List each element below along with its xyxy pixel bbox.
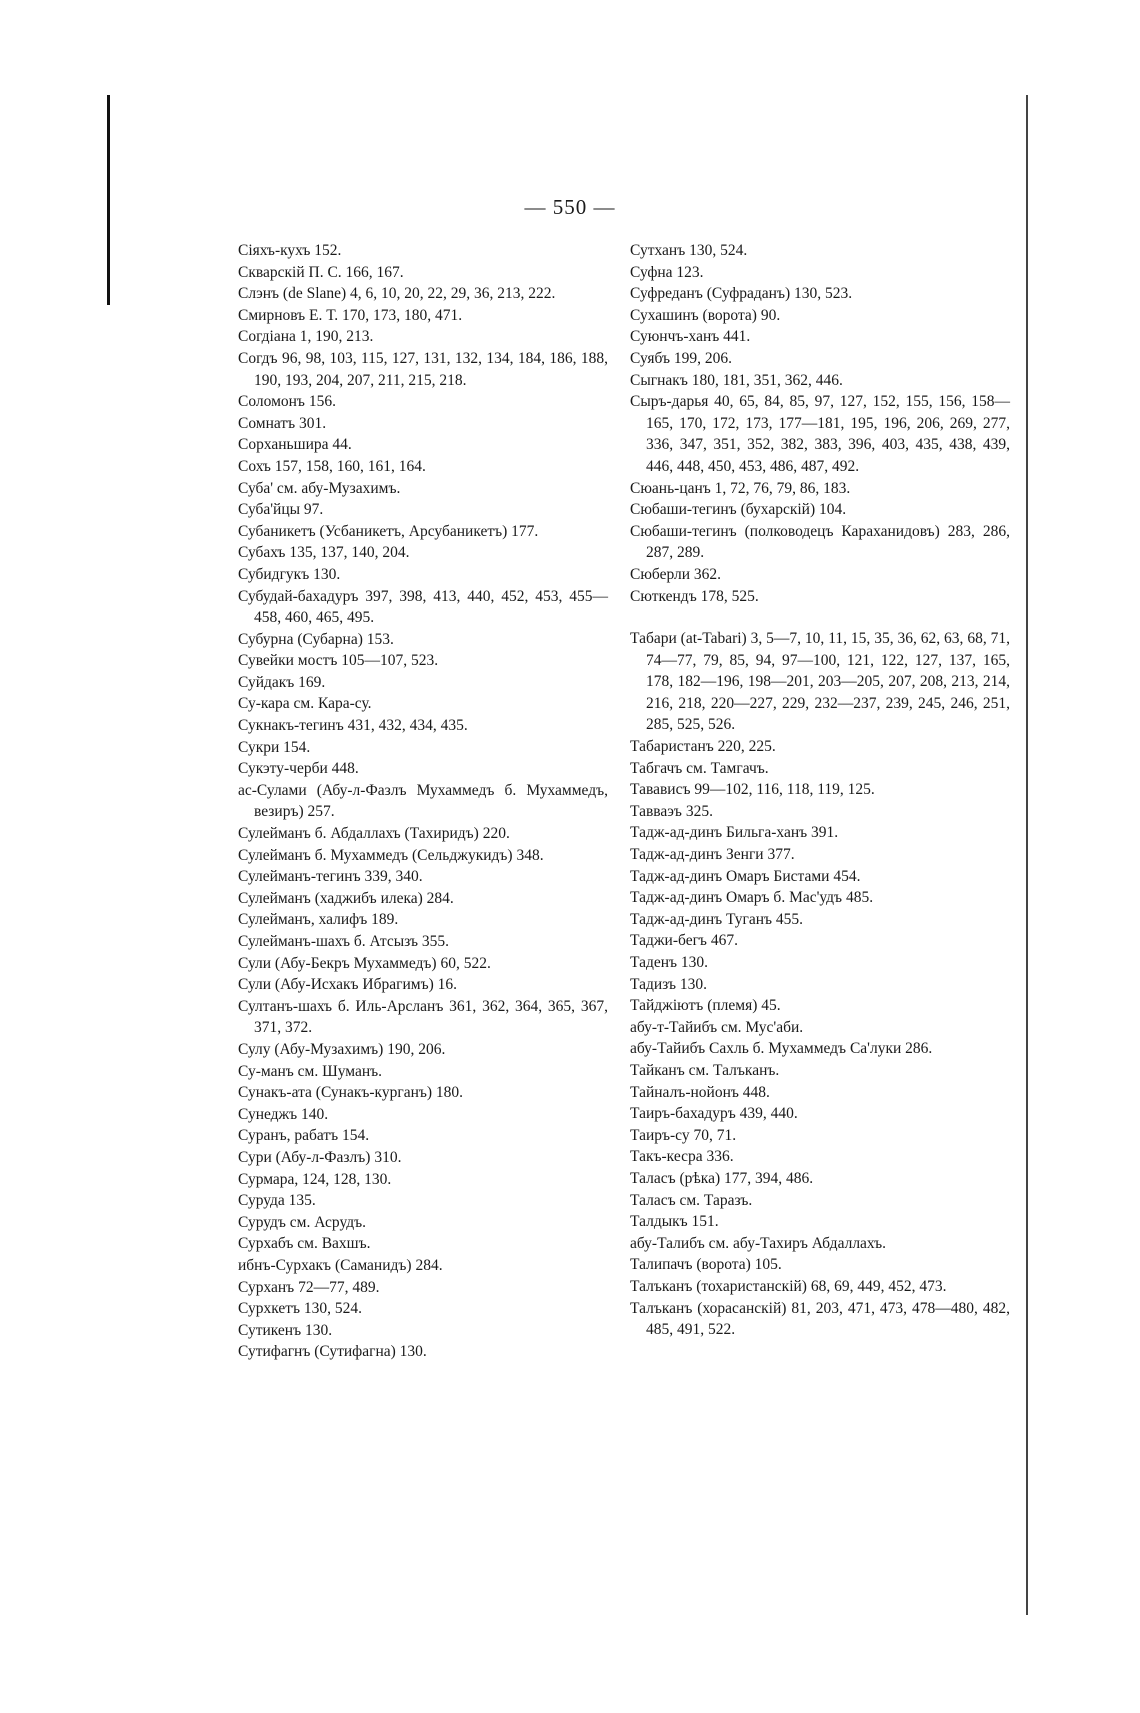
index-entry: Тадж-ад-динъ Бильга-ханъ 391. [630,824,839,842]
index-entry: Сыгнакъ 180, 181, 351, 362, 446. [630,371,843,389]
index-group-s [630,240,1010,607]
index-entry: Сулейманъ, халифъ 189. [238,911,399,929]
index-entry: Тайканъ см. Талъканъ. [630,1061,780,1079]
index-entry: Суябъ 199, 206. [630,349,732,367]
index-entry: Сюбаши-тегинъ (полководецъ Караханидовъ) 283, 286, 287, 289. [630,522,1010,562]
index-entry: Сыръ-дарья 40, 65, 84, 85, 97, 127, 152, 155, 156, 158—165, 170, 172, 173, 177—181, 195, 196, 206, 269, 277, 336, 347, 351, 352, 382, 383, 396, 403, 435, 438, 439, 446, 448, 450, 453, 486, 487, 492. [630,393,1010,475]
index-entry: Тадж-ад-динъ Омаръ Бистами 454. [630,867,861,885]
index-group-t [630,628,1010,1341]
index-entry: Сутифагнъ (Сутифагна) 130. [238,1343,427,1361]
index-entry: Субудай-бахадуръ 397, 398, 413, 440, 452, 453, 455—458, 460, 465, 495. [238,587,608,627]
index-entry: Сулейманъ б. Мухаммедъ (Сельджукидъ) 348. [238,846,544,864]
index-entry: Суба' см. абу-Музахимъ. [238,479,401,497]
index-entry: Тайджіютъ (племя) 45. [630,997,781,1015]
index-entry: Сукэту-черби 448. [238,760,359,778]
index-entry: Сурхабъ см. Вахшъ. [238,1235,371,1253]
index-entry: Сукри 154. [238,738,311,756]
index-entry: Табгачъ см. Тамгачъ. [630,759,769,777]
page-edge-right [1026,95,1028,1615]
index-entry: Суйдакъ 169. [238,673,326,691]
index-entry: Сухашинъ (ворота) 90. [630,306,781,324]
index-entry: Сюань-цанъ 1, 72, 76, 79, 86, 183. [630,479,851,497]
index-entry: Сунеджъ 140. [238,1105,329,1123]
index-entry: ибнъ-Сурхакъ (Саманидъ) 284. [238,1256,443,1274]
index-entry: Табаристанъ 220, 225. [630,738,776,756]
index-entry: Таденъ 130. [630,954,709,971]
index-entry: Тадж-ад-динъ Омаръ б. Мас'удъ 485. [630,889,874,907]
index-column-right [630,240,1010,1341]
index-entry: Суфреданъ (Суфраданъ) 130, 523. [630,285,853,303]
index-entry: Сюткендъ 178, 525. [630,587,759,605]
index-entry: Сурудъ см. Асрудъ. [238,1213,367,1231]
index-entry: Субидгукъ 130. [238,565,341,583]
index-entry: Су-кара см. Кара-су. [238,695,372,713]
index-entry: Сюбаши-тегинъ (бухарскій) 104. [630,501,847,519]
page-number: — 550 — [524,195,616,219]
index-entry: Скварскій П. С. 166, 167. [238,263,404,281]
index-entry: Субаникетъ (Усбаникетъ, Арсубаникетъ) 177. [238,522,539,540]
index-entry: Талъканъ (хорасанскій) 81, 203, 471, 473, 478—480, 482, 485, 491, 522. [630,1299,1010,1339]
index-entry: Сулейманъ (хаджибъ илека) 284. [238,889,454,907]
index-entry: Соломонъ 156. [238,393,336,411]
index-entry: Тавваэъ 325. [630,802,713,820]
index-entry: Сурханъ 72—77, 489. [238,1278,380,1296]
index-entry: Смирновъ Е. Т. 170, 173, 180, 471. [238,306,463,324]
index-entry: абу-Талибъ см. абу-Тахиръ Абдаллахъ. [630,1234,886,1252]
index-entry: Сули (Абу-Исхакъ Ибрагимъ) 16. [238,976,458,994]
index-entry: Сукнакъ-тегинъ 431, 432, 434, 435. [238,717,468,735]
index-entry: Сури (Абу-л-Фазлъ) 310. [238,1148,402,1166]
index-entry: Такъ-кесра 336. [630,1148,734,1166]
index-entry: Суфна 123. [630,263,704,281]
index-entry: Сулу (Абу-Музахимъ) 190, 206. [238,1040,446,1058]
index-entry: Сутикенъ 130. [238,1321,333,1339]
index-entry: Тайналъ-нойонъ 448. [630,1083,770,1101]
index-entry: Тадж-ад-динъ Туганъ 455. [630,910,804,928]
index-entry: Сулейманъ б. Абдаллахъ (Тахиридъ) 220. [238,825,510,843]
index-entry: Талипачъ (ворота) 105. [630,1256,782,1274]
index-entry: Таджи-бегъ 467. [630,932,738,950]
index-entry: Сули (Абу-Бекръ Мухаммедъ) 60, 522. [238,954,491,972]
index-entry: абу-т-Тайибъ см. Мус'аби. [630,1018,804,1036]
index-entry: Сурхкетъ 130, 524. [238,1300,363,1318]
index-entry: Табари (at-Tabari) 3, 5—7, 10, 11, 15, 35, 36, 62, 63, 68, 71, 74—77, 79, 85, 94, 97—100, 121, 122, 127, 137, 165, 178, 182—196, 198—201, 203—205, 207, 208, 213, 214, 216, 218, 220—227, 229, 232—237, 239, 245, 246, 251, 285, 525, 526. [630,630,1010,734]
index-entry: абу-Тайибъ Сахль б. Мухаммедъ Са'луки 286. [630,1040,933,1058]
index-entry: Сувейки мостъ 105—107, 523. [238,652,439,670]
index-entry: Согдіана 1, 190, 213. [238,328,374,346]
index-entry: Сутханъ 130, 524. [630,242,748,259]
index-entry: Тадж-ад-динъ Зенги 377. [630,846,795,864]
index-entry: Субурна (Субарна) 153. [238,630,394,648]
index-entry: Сіяхъ-кухъ 152. [238,242,342,259]
index-entry: Суруда 135. [238,1192,316,1210]
index-entry: Талъканъ (тохаристанскій) 68, 69, 449, 452, 473. [630,1277,947,1295]
index-entry: Суба'йцы 97. [238,501,324,519]
index-entry: Сорханьшира 44. [238,436,352,454]
index-entry: Таласъ (рѣка) 177, 394, 486. [630,1169,814,1187]
index-entry: Таиръ-су 70, 71. [630,1126,737,1144]
index-entry: Тадизъ 130. [630,975,708,993]
index-entry: Су-манъ см. Шуманъ. [238,1062,383,1080]
index-entry: Сюберли 362. [630,565,722,583]
index-entry: Талдыкъ 151. [630,1213,719,1231]
index-entry: Суюнчъ-ханъ 441. [630,328,751,346]
index-entry: Слэнъ (de Slane) 4, 6, 10, 20, 22, 29, 36, 213, 222. [238,285,556,303]
index-entry: Суранъ, рабатъ 154. [238,1127,370,1145]
index-entry: Субахъ 135, 137, 140, 204. [238,544,410,562]
index-entry: Сомнатъ 301. [238,414,327,432]
index-entry: Сунакъ-ата (Сунакъ-курганъ) 180. [238,1084,464,1102]
index-column-left [238,240,608,1363]
index-entry: Таиръ-бахадуръ 439, 440. [630,1105,798,1123]
index-entry: Султанъ-шахъ б. Иль-Арсланъ 361, 362, 364, 365, 367, 371, 372. [238,997,608,1037]
index-entry: Сохъ 157, 158, 160, 161, 164. [238,457,426,475]
index-entry: Таласъ см. Таразъ. [630,1191,753,1209]
index-entry: Согдъ 96, 98, 103, 115, 127, 131, 132, 134, 184, 186, 188, 190, 193, 204, 207, 211, 215, 218. [238,349,608,389]
index-entry: Сулейманъ-тегинъ 339, 340. [238,868,423,886]
index-entry: ас-Сулами (Абу-л-Фазлъ Мухаммедъ б. Мухаммедъ, везиръ) 257. [238,781,608,821]
index-entry: Тавависъ 99—102, 116, 118, 119, 125. [630,781,875,799]
index-entry: Сулейманъ-шахъ б. Атсызъ 355. [238,933,450,950]
section-gap [630,607,1010,628]
index-entry: Сурмара, 124, 128, 130. [238,1170,392,1188]
